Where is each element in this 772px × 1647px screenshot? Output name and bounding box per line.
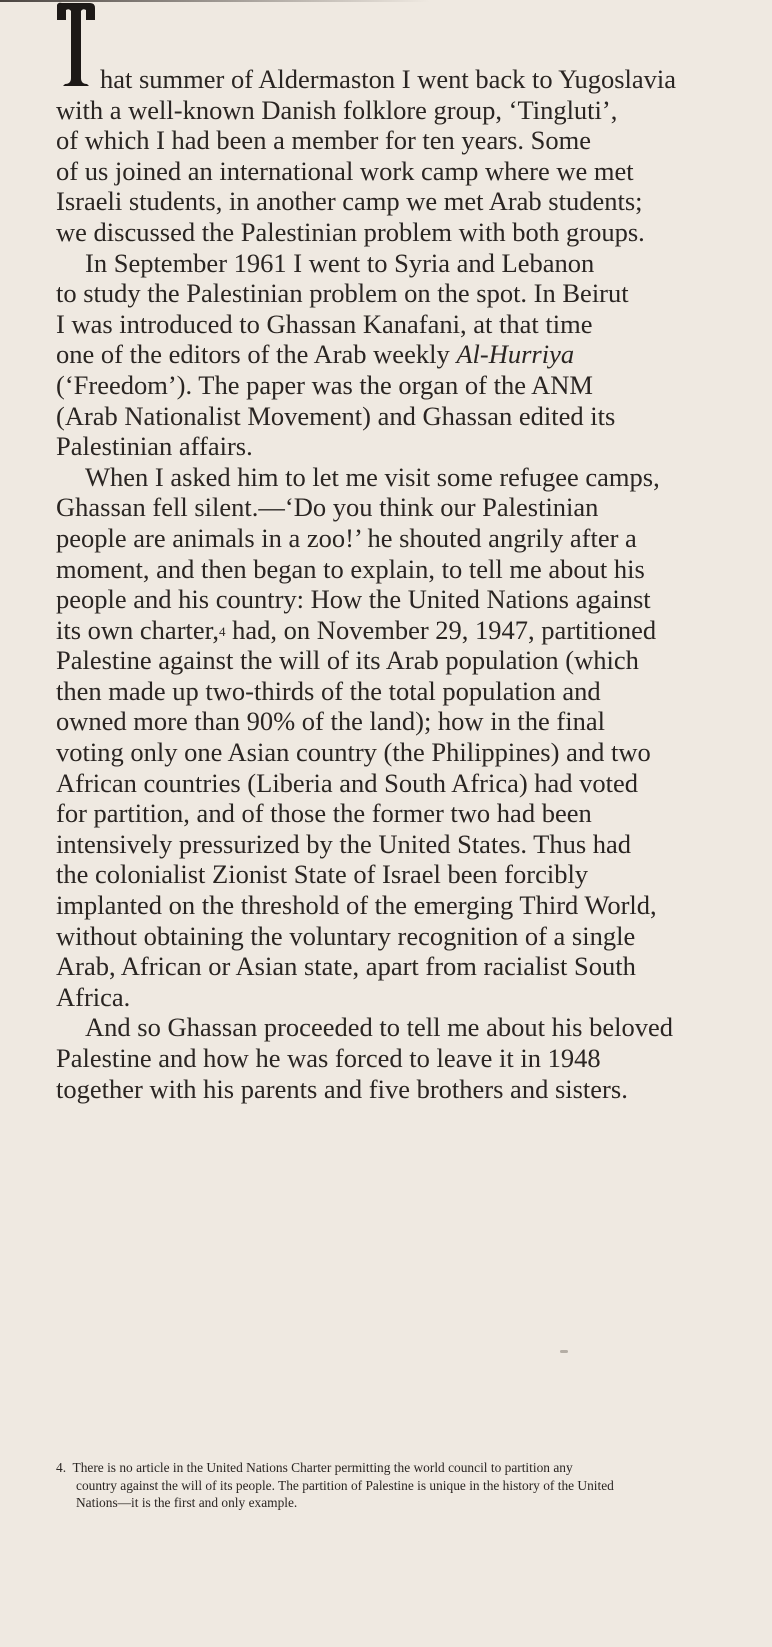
text-line: the colonialist Zionist State of Israel been forcibly — [56, 859, 589, 890]
text-line: we discussed the Palestinian problem with both groups. — [56, 216, 645, 247]
text-line: voting only one Asian country (the Philippines) and two — [56, 737, 651, 768]
text-line: When I asked him to let me visit some refugee camps, — [85, 461, 660, 492]
footnote-line: Nations—it is the first and only example. — [76, 1495, 298, 1511]
text-line: to study the Palestinian problem on the spot. In Beirut — [56, 278, 629, 309]
text-line: (‘Freedom’). The paper was the organ of the ANM — [56, 369, 593, 400]
text-line: without obtaining the voluntary recognition of a single — [56, 920, 636, 951]
text-line: Ghassan fell silent.—‘Do you think our Palestinian — [56, 492, 599, 523]
text-line: Palestine and how he was forced to leave it in 1948 — [56, 1043, 601, 1073]
footnote — [56, 1459, 756, 1512]
paragraph-1 — [56, 64, 746, 248]
text-line: for partition, and of those the former two had been — [56, 798, 592, 829]
publication-title: Al-Hurriya — [456, 339, 575, 370]
paragraph-4 — [56, 1012, 746, 1104]
text-line: I was introduced to Ghassan Kanafani, at that time — [56, 308, 593, 339]
text-line: In September 1961 I went to Syria and Lebanon — [85, 247, 595, 278]
text-line: one of the editors of the Arab weekly Al-Hurriya — [56, 339, 575, 370]
text-line: intensively pressurized by the United States. Thus had — [56, 828, 632, 859]
footnote-line: country against the will of its people. The partition of Palestine is unique in the history of the United — [76, 1477, 614, 1493]
text-line: of which I had been a member for ten years. Some — [56, 125, 591, 156]
footnote-number: 4. — [56, 1460, 67, 1475]
text-line: African countries (Liberia and South Africa) had voted — [56, 767, 639, 798]
drop-cap-initial — [56, 2, 96, 86]
paper-smudge — [560, 1350, 568, 1353]
text-line: people and his country: How the United Nations against — [56, 584, 651, 615]
text-line: then made up two-thirds of the total population and — [56, 675, 601, 706]
text-line: Palestinian affairs. — [56, 431, 253, 462]
text-line: Arab, African or Asian state, apart from racialist South — [56, 951, 636, 982]
text-line: Palestine against the will of its Arab population (which — [56, 645, 639, 676]
text-line: of us joined an international work camp where we met — [56, 155, 634, 186]
text-line: And so Ghassan proceeded to tell me about his beloved — [85, 1012, 674, 1043]
body-text — [56, 64, 746, 1104]
text-line: Israeli students, in another camp we met Arab students; — [56, 186, 643, 217]
footnote-line: 4. There is no article in the United Nations Charter permitting the world council to partition any — [56, 1460, 573, 1475]
text-line: moment, and then began to explain, to tell me about his — [56, 553, 645, 584]
text-line: owned more than 90% of the land); how in the final — [56, 706, 605, 737]
paragraph-3 — [56, 462, 746, 1013]
text-line: people are animals in a zoo!’ he shouted angrily after a — [56, 522, 637, 553]
paragraph-2 — [56, 248, 746, 462]
text-line: Africa. — [56, 981, 131, 1012]
text-line: (Arab Nationalist Movement) and Ghassan edited its — [56, 400, 616, 431]
text-line: hat summer of Aldermaston I went back to Yugoslavia — [56, 64, 746, 95]
text-line: with a well-known Danish folklore group, ‘Tingluti’, — [56, 94, 618, 125]
text-line: implanted on the threshold of the emerging Third World, — [56, 890, 657, 921]
footnote-reference[interactable]: 4 — [219, 623, 226, 639]
text-line: its own charter,$^4$ had, on November 29, 1947, partitioned — [56, 614, 657, 645]
text-line: together with his parents and five brothers and sisters. — [56, 1073, 628, 1104]
